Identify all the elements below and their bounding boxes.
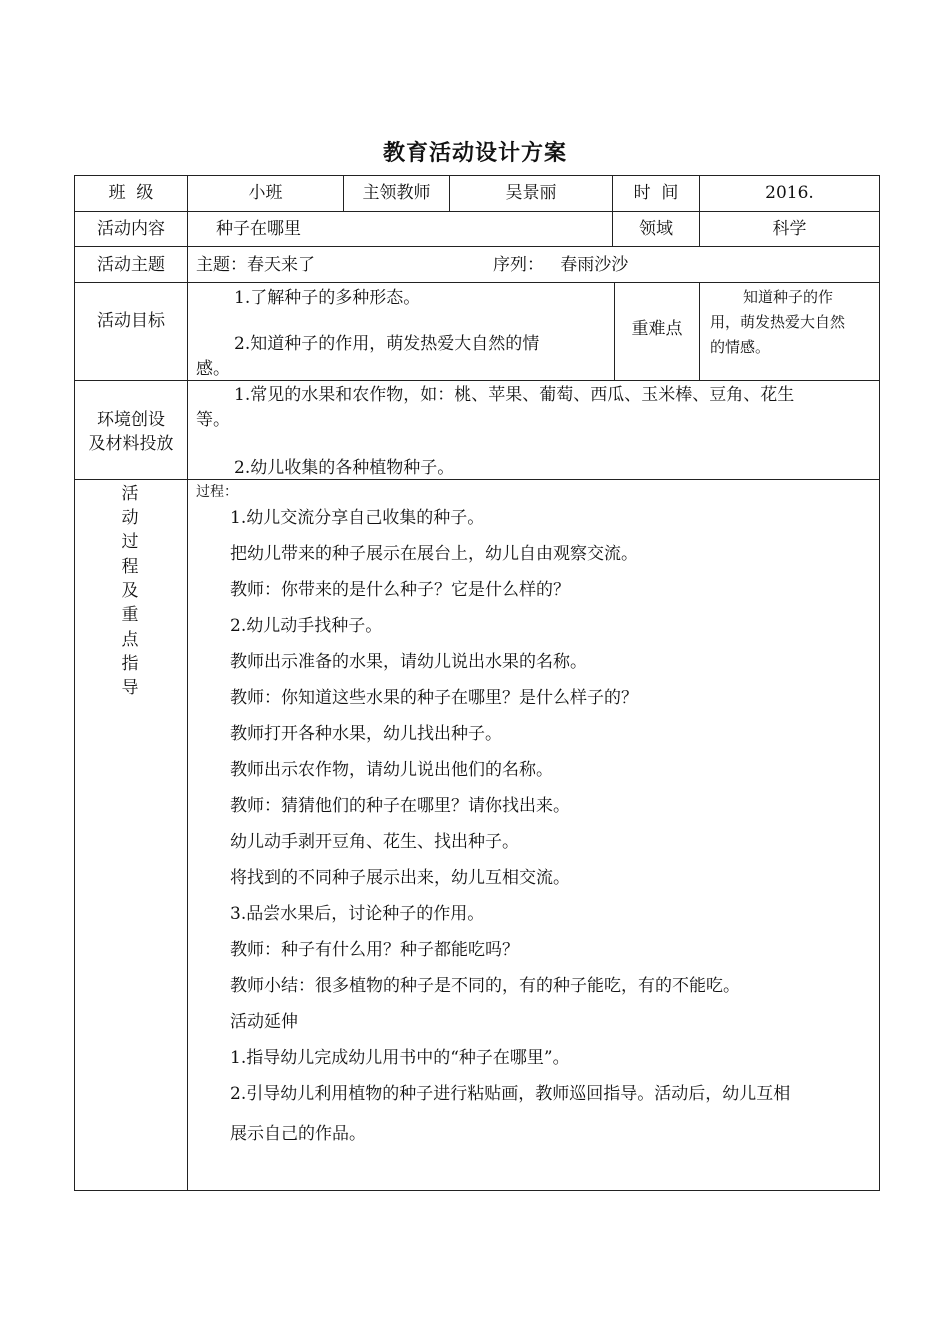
table-border-right [879,175,880,1191]
process-line: 将找到的不同种子展示出来，幼儿互相交流。 [230,868,570,888]
process-line: 教师：你知道这些水果的种子在哪里？是什么样子的？ [230,688,638,708]
key-point-line-2: 用，萌发热爱大自然 [710,313,846,331]
process-line: 教师打开各种水果，幼儿找出种子。 [230,724,502,744]
process-line: 教师：猜猜他们的种子在哪里？请你找出来。 [230,796,570,816]
process-label-char: 导 [121,678,139,698]
class-value: 小班 [248,183,283,203]
theme-value: 主题：春天来了 [196,255,315,275]
goal-item-1: 1.了解种子的多种形态。 [234,288,421,308]
time-value: 2016. [765,183,814,203]
process-line: 教师小结：很多植物的种子是不同的，有的种子能吃，有的不能吃。 [230,976,740,996]
table-border-bottom [74,1190,880,1191]
process-line: 2.引导幼儿利用植物的种子进行粘贴画，教师巡回指导。活动后，幼儿互相 [230,1084,791,1104]
process-label-char: 重 [121,605,139,625]
material-item-1: 1.常见的水果和农作物，如：桃、苹果、葡萄、西瓜、玉米棒、豆角、花生 [234,385,795,405]
environment-label-line-2: 及材料投放 [88,434,174,454]
document-title: 教育活动设计方案 [382,141,567,166]
process-line: 1.幼儿交流分享自己收集的种子。 [230,508,485,528]
process-line: 活动延伸 [230,1012,298,1032]
domain-value: 科学 [772,219,807,239]
content-value: 种子在哪里 [216,219,301,239]
environment-label-line-1: 环境创设 [97,410,165,430]
process-line: 展示自己的作品。 [230,1124,366,1144]
goal-item-2: 2.知道种子的作用，萌发热爱大自然的情 [234,334,540,354]
content-label: 活动内容 [97,219,165,239]
process-line: 把幼儿带来的种子展示在展台上，幼儿自由观察交流。 [230,544,638,564]
process-line: 教师出示农作物，请幼儿说出他们的名称。 [230,760,553,780]
process-line: 教师：你带来的是什么种子？它是什么样的？ [230,580,570,600]
goal-label: 活动目标 [97,311,165,331]
process-heading: 过程： [196,484,238,500]
process-line: 3.品尝水果后，讨论种子的作用。 [230,904,485,924]
process-label-char: 点 [121,630,139,650]
process-line: 幼儿动手剥开豆角、花生、找出种子。 [230,832,519,852]
class-label: 班 级 [108,183,154,203]
process-label-char: 过 [121,532,139,552]
table-column-divider [187,175,188,1191]
table-row-divider [74,479,880,480]
process-label-char: 动 [121,508,139,528]
table-column-divider [699,282,700,380]
process-label-char: 程 [121,557,139,577]
process-label-char: 活 [121,484,139,504]
material-item-1-continued: 等。 [196,410,230,430]
goal-item-2-continued: 感。 [196,359,230,379]
teacher-value: 吴景丽 [505,183,557,203]
table-row-divider [74,246,880,247]
theme-label: 活动主题 [97,255,165,275]
domain-label: 领域 [639,219,673,239]
key-point-label: 重难点 [631,319,683,339]
teacher-label: 主领教师 [362,183,431,203]
process-line: 1.指导幼儿完成幼儿用书中的“种子在哪里”。 [230,1048,570,1068]
material-item-2: 2.幼儿收集的各种植物种子。 [234,458,455,478]
table-row-divider [74,211,880,212]
process-line: 教师出示准备的水果，请幼儿说出水果的名称。 [230,652,587,672]
sequence-value: 序列： 春雨沙沙 [493,255,629,275]
process-line: 教师：种子有什么用？种子都能吃吗？ [230,940,519,960]
key-point-line-3: 的情感。 [710,338,771,356]
time-label: 时 间 [633,183,679,203]
table-row-divider [74,380,880,381]
process-label-char: 及 [121,581,139,601]
table-border-top [74,175,880,176]
process-line: 2.幼儿动手找种子。 [230,616,383,636]
table-row-divider [74,282,880,283]
process-label-char: 指 [121,654,139,674]
key-point-line-1: 知道种子的作 [743,288,834,306]
